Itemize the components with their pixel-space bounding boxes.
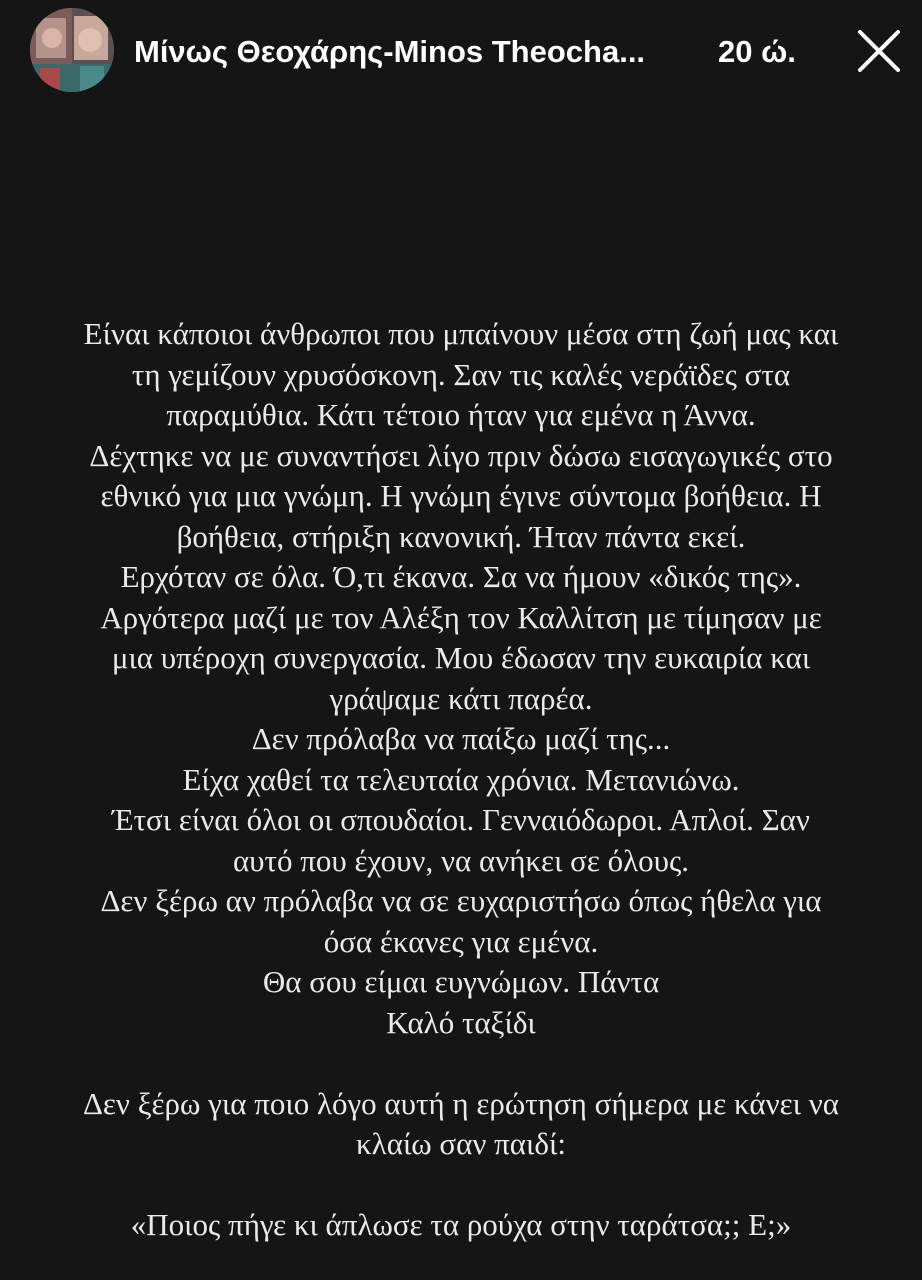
- text-line: Δεν ξέρω για ποιο λόγο αυτή η ερώτηση σήμερα με κάνει να: [82, 1085, 840, 1121]
- text-line: βοήθεια, στήριξη κανονική. Ήταν πάντα εκεί.: [176, 518, 746, 554]
- story-header: [0, 0, 922, 100]
- text-line: αυτό που έχουν, να ανήκει σε όλους.: [232, 842, 690, 878]
- profile-photo: [30, 8, 114, 92]
- text-line: γράψαμε κάτι παρέα.: [329, 680, 593, 716]
- text-line: Δεν πρόλαβα να παίξω μαζί της...: [251, 721, 671, 756]
- text-line: Θα σου είμαι ευγνώμων. Πάντα: [262, 964, 660, 999]
- close-icon: [852, 24, 906, 78]
- timestamp: 20 ώ.: [718, 34, 796, 69]
- text-line: Είχα χαθεί τα τελευταία χρόνια. Μετανιώνω.: [182, 761, 740, 797]
- avatar[interactable]: [30, 8, 114, 92]
- text-line: μια υπέροχη συνεργασία. Μου έδωσαν την ευκαιρία και: [111, 640, 811, 675]
- text-line: Δεν ξέρω αν πρόλαβα να σε ευχαριστήσω όπως ήθελα για: [100, 883, 822, 918]
- text-line: Αργότερα μαζί με τον Αλέξη τον Καλλίτση με τίμησαν με: [100, 599, 822, 635]
- text-line: εθνικό για μια γνώμη. Η γνώμη έγινε σύντομα βοήθεια. Η: [100, 478, 822, 513]
- paragraph-gap: [10, 1043, 912, 1084]
- text-line: Έτσι είναι όλοι οι σπουδαίοι. Γενναιόδωροι. Απλοί. Σαν: [112, 802, 810, 837]
- text-line: Είναι κάποιοι άνθρωποι που μπαίνουν μέσα στη ζωή μας και: [83, 316, 839, 351]
- close-button[interactable]: [852, 24, 906, 78]
- post-text: [10, 314, 912, 1246]
- text-line: τη γεμίζουν χρυσόσκονη. Σαν τις καλές νεράϊδες στα: [131, 356, 791, 392]
- username[interactable]: Μίνως Θεοχάρης-Minos Theocha...: [134, 34, 646, 69]
- paragraph-gap: [10, 1165, 912, 1206]
- text-line: κλαίω σαν παιδί:: [356, 1126, 566, 1161]
- text-line: Ερχόταν σε όλα. Ό,τι έκανα. Σα να ήμουν «δικός της».: [120, 559, 802, 594]
- text-line: Καλό ταξίδι: [386, 1004, 536, 1040]
- text-line: «Ποιος πήγε κι άπλωσε τα ρούχα στην ταράτσα;; Ε;»: [130, 1207, 792, 1242]
- text-line: Δέχτηκε να με συναντήσει λίγο πριν δώσω εισαγωγικές στο: [89, 437, 833, 473]
- text-line: όσα έκανες για εμένα.: [323, 923, 599, 959]
- text-line: παραμύθια. Κάτι τέτοιο ήταν για εμένα η Άννα.: [166, 397, 756, 432]
